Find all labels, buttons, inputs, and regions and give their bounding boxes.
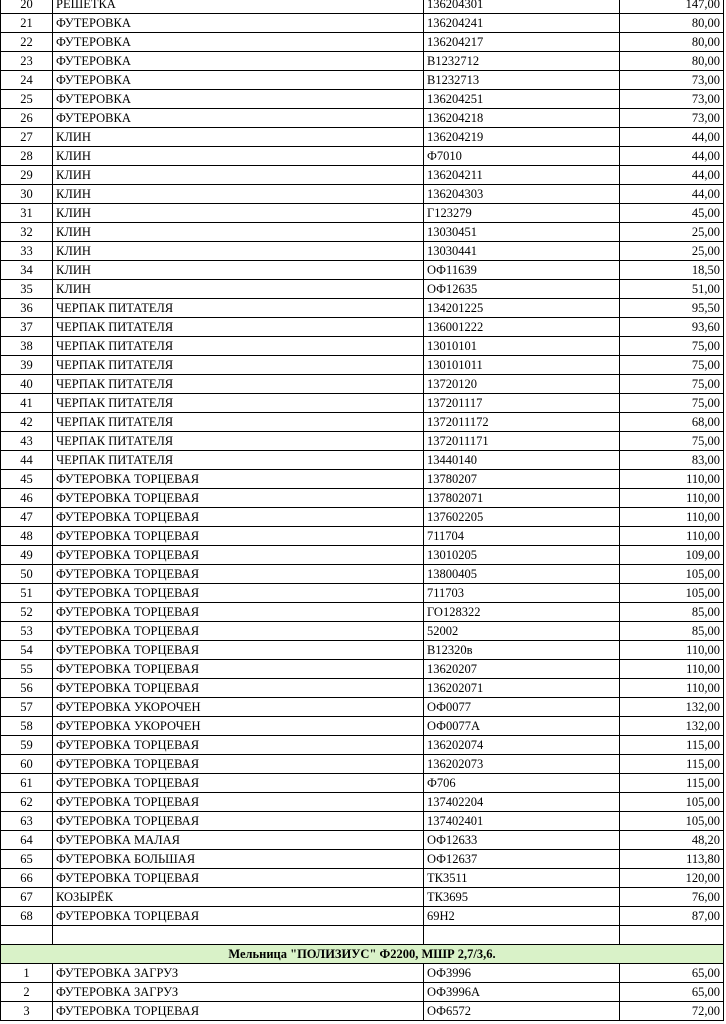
part-name: ЧЕРПАК ПИТАТЕЛЯ <box>53 356 424 375</box>
part-weight: 45,00 <box>620 204 724 223</box>
part-weight: 25,00 <box>620 242 724 261</box>
blank-cell <box>620 926 724 945</box>
part-code: ОФ0077 <box>424 698 620 717</box>
part-name: ФУТЕРОВКА ТОРЦЕВАЯ <box>53 755 424 774</box>
part-code: Г123279 <box>424 204 620 223</box>
part-name: ФУТЕРОВКА БОЛЬШАЯ <box>53 850 424 869</box>
table-row <box>1 242 724 261</box>
row-number: 34 <box>1 261 53 280</box>
row-number: 44 <box>1 451 53 470</box>
table-row <box>1 204 724 223</box>
part-code: 711704 <box>424 527 620 546</box>
row-number: 50 <box>1 565 53 584</box>
part-code: ОФ12633 <box>424 831 620 850</box>
row-number: 45 <box>1 470 53 489</box>
part-name: ФУТЕРОВКА ТОРЦЕВАЯ <box>53 774 424 793</box>
table-row <box>1 508 724 527</box>
row-number: 24 <box>1 71 53 90</box>
part-name: ФУТЕРОВКА ТОРЦЕВАЯ <box>53 527 424 546</box>
spacer-body <box>1 926 724 964</box>
parts-table-body-top <box>1 0 724 926</box>
part-code: 136204301 <box>424 0 620 14</box>
blank-cell <box>1 926 53 945</box>
part-code: В12320в <box>424 641 620 660</box>
row-number: 22 <box>1 33 53 52</box>
table-row <box>1 1002 724 1021</box>
table-row <box>1 964 724 983</box>
row-number: 42 <box>1 413 53 432</box>
part-name: ФУТЕРОВКА ТОРЦЕВАЯ <box>53 869 424 888</box>
part-weight: 75,00 <box>620 375 724 394</box>
part-weight: 105,00 <box>620 793 724 812</box>
part-name: ФУТЕРОВКА ТОРЦЕВАЯ <box>53 812 424 831</box>
part-name: ЧЕРПАК ПИТАТЕЛЯ <box>53 451 424 470</box>
table-row <box>1 812 724 831</box>
table-row <box>1 280 724 299</box>
part-code: ОФ3996А <box>424 983 620 1002</box>
row-number: 68 <box>1 907 53 926</box>
row-number: 64 <box>1 831 53 850</box>
part-code: 137802071 <box>424 489 620 508</box>
part-weight: 75,00 <box>620 432 724 451</box>
table-row <box>1 356 724 375</box>
table-row <box>1 527 724 546</box>
part-name: ФУТЕРОВКА ТОРЦЕВАЯ <box>53 736 424 755</box>
row-number: 52 <box>1 603 53 622</box>
part-name: ЧЕРПАК ПИТАТЕЛЯ <box>53 337 424 356</box>
part-code: ОФ12637 <box>424 850 620 869</box>
row-number: 57 <box>1 698 53 717</box>
part-weight: 110,00 <box>620 679 724 698</box>
part-code: 136202073 <box>424 755 620 774</box>
table-row <box>1 907 724 926</box>
part-code: ГО128322 <box>424 603 620 622</box>
table-row <box>1 983 724 1002</box>
row-number: 30 <box>1 185 53 204</box>
table-row <box>1 603 724 622</box>
table-row <box>1 147 724 166</box>
part-code: 136202074 <box>424 736 620 755</box>
part-weight: 80,00 <box>620 33 724 52</box>
part-weight: 83,00 <box>620 451 724 470</box>
row-number: 36 <box>1 299 53 318</box>
part-code: ОФ11639 <box>424 261 620 280</box>
part-name: ФУТЕРОВКА ТОРЦЕВАЯ <box>53 489 424 508</box>
row-number: 53 <box>1 622 53 641</box>
part-code: 13010101 <box>424 337 620 356</box>
row-number: 63 <box>1 812 53 831</box>
part-weight: 110,00 <box>620 641 724 660</box>
part-name: ЧЕРПАК ПИТАТЕЛЯ <box>53 394 424 413</box>
part-name: ЧЕРПАК ПИТАТЕЛЯ <box>53 299 424 318</box>
table-row <box>1 717 724 736</box>
part-name: ФУТЕРОВКА <box>53 71 424 90</box>
part-code: В1232713 <box>424 71 620 90</box>
blank-cell <box>53 926 424 945</box>
part-weight: 105,00 <box>620 812 724 831</box>
part-code: 13030451 <box>424 223 620 242</box>
part-code: 13780207 <box>424 470 620 489</box>
part-weight: 18,50 <box>620 261 724 280</box>
part-name: ФУТЕРОВКА ЗАГРУЗ <box>53 983 424 1002</box>
row-number: 37 <box>1 318 53 337</box>
table-row <box>1 413 724 432</box>
table-row <box>1 90 724 109</box>
row-number: 66 <box>1 869 53 888</box>
row-number: 28 <box>1 147 53 166</box>
part-code: 136204217 <box>424 33 620 52</box>
part-name: КЛИН <box>53 204 424 223</box>
table-row <box>1 755 724 774</box>
part-code: 136204211 <box>424 166 620 185</box>
part-code: 136204251 <box>424 90 620 109</box>
part-name: КЛИН <box>53 185 424 204</box>
row-number: 3 <box>1 1002 53 1021</box>
row-number: 25 <box>1 90 53 109</box>
part-name: ФУТЕРОВКА ТОРЦЕВАЯ <box>53 584 424 603</box>
table-row <box>1 109 724 128</box>
part-name: КЛИН <box>53 147 424 166</box>
table-row <box>1 223 724 242</box>
part-name: ФУТЕРОВКА ТОРЦЕВАЯ <box>53 603 424 622</box>
part-weight: 105,00 <box>620 584 724 603</box>
part-weight: 110,00 <box>620 470 724 489</box>
parts-table-body-bottom <box>1 964 724 1021</box>
part-name: ФУТЕРОВКА ЗАГРУЗ <box>53 964 424 983</box>
row-number: 31 <box>1 204 53 223</box>
table-row <box>1 375 724 394</box>
table-row <box>1 33 724 52</box>
part-weight: 95,50 <box>620 299 724 318</box>
part-code: 13800405 <box>424 565 620 584</box>
row-number: 47 <box>1 508 53 527</box>
table-row <box>1 698 724 717</box>
row-number: 56 <box>1 679 53 698</box>
part-code: 136202071 <box>424 679 620 698</box>
part-weight: 147,00 <box>620 0 724 14</box>
row-number: 23 <box>1 52 53 71</box>
part-name: ФУТЕРОВКА МАЛАЯ <box>53 831 424 850</box>
part-weight: 115,00 <box>620 736 724 755</box>
part-code: 1372011172 <box>424 413 620 432</box>
part-code: ОФ12635 <box>424 280 620 299</box>
row-number: 67 <box>1 888 53 907</box>
table-row <box>1 584 724 603</box>
part-name: ЧЕРПАК ПИТАТЕЛЯ <box>53 318 424 337</box>
table-row <box>1 774 724 793</box>
part-name: ФУТЕРОВКА УКОРОЧЕН <box>53 698 424 717</box>
table-row <box>1 299 724 318</box>
table-row <box>1 166 724 185</box>
part-name: ФУТЕРОВКА <box>53 14 424 33</box>
part-name: КЛИН <box>53 261 424 280</box>
part-weight: 73,00 <box>620 71 724 90</box>
table-row <box>1 432 724 451</box>
table-row <box>1 831 724 850</box>
part-weight: 113,80 <box>620 850 724 869</box>
part-name: ФУТЕРОВКА ТОРЦЕВАЯ <box>53 508 424 527</box>
row-number: 62 <box>1 793 53 812</box>
part-name: РЕШЕТКА <box>53 0 424 14</box>
part-weight: 76,00 <box>620 888 724 907</box>
part-name: ФУТЕРОВКА ТОРЦЕВАЯ <box>53 565 424 584</box>
row-number: 26 <box>1 109 53 128</box>
blank-row <box>1 926 724 945</box>
row-number: 41 <box>1 394 53 413</box>
part-code: В1232712 <box>424 52 620 71</box>
row-number: 29 <box>1 166 53 185</box>
part-weight: 93,60 <box>620 318 724 337</box>
part-code: 136001222 <box>424 318 620 337</box>
part-name: ФУТЕРОВКА ТОРЦЕВАЯ <box>53 470 424 489</box>
part-name: КОЗЫРЁК <box>53 888 424 907</box>
table-row <box>1 14 724 33</box>
part-code: ТК3695 <box>424 888 620 907</box>
row-number: 65 <box>1 850 53 869</box>
row-number: 49 <box>1 546 53 565</box>
part-code: 13030441 <box>424 242 620 261</box>
row-number: 43 <box>1 432 53 451</box>
part-name: ФУТЕРОВКА <box>53 90 424 109</box>
part-weight: 110,00 <box>620 527 724 546</box>
table-row <box>1 850 724 869</box>
part-code: 13440140 <box>424 451 620 470</box>
table-row <box>1 793 724 812</box>
part-code: 136204218 <box>424 109 620 128</box>
row-number: 59 <box>1 736 53 755</box>
section-header-row <box>1 945 724 964</box>
part-name: ФУТЕРОВКА <box>53 109 424 128</box>
part-weight: 72,00 <box>620 1002 724 1021</box>
part-weight: 75,00 <box>620 337 724 356</box>
row-number: 51 <box>1 584 53 603</box>
part-weight: 80,00 <box>620 52 724 71</box>
row-number: 35 <box>1 280 53 299</box>
part-code: 136204303 <box>424 185 620 204</box>
table-row <box>1 736 724 755</box>
part-name: ФУТЕРОВКА ТОРЦЕВАЯ <box>53 546 424 565</box>
row-number: 21 <box>1 14 53 33</box>
part-weight: 110,00 <box>620 660 724 679</box>
part-code: Ф706 <box>424 774 620 793</box>
table-row <box>1 71 724 90</box>
part-code: ОФ6572 <box>424 1002 620 1021</box>
part-name: ЧЕРПАК ПИТАТЕЛЯ <box>53 375 424 394</box>
table-row <box>1 318 724 337</box>
part-weight: 44,00 <box>620 166 724 185</box>
part-code: ОФ0077А <box>424 717 620 736</box>
row-number: 40 <box>1 375 53 394</box>
part-name: КЛИН <box>53 242 424 261</box>
row-number: 60 <box>1 755 53 774</box>
part-weight: 85,00 <box>620 622 724 641</box>
row-number: 38 <box>1 337 53 356</box>
table-row <box>1 888 724 907</box>
table-row <box>1 660 724 679</box>
part-code: 137402401 <box>424 812 620 831</box>
table-row <box>1 679 724 698</box>
part-weight: 44,00 <box>620 185 724 204</box>
part-weight: 51,00 <box>620 280 724 299</box>
part-weight: 115,00 <box>620 755 724 774</box>
table-row <box>1 451 724 470</box>
row-number: 46 <box>1 489 53 508</box>
part-weight: 44,00 <box>620 128 724 147</box>
part-weight: 44,00 <box>620 147 724 166</box>
part-weight: 120,00 <box>620 869 724 888</box>
part-code: ТК3511 <box>424 869 620 888</box>
part-name: ФУТЕРОВКА ТОРЦЕВАЯ <box>53 679 424 698</box>
part-name: ФУТЕРОВКА УКОРОЧЕН <box>53 717 424 736</box>
part-weight: 110,00 <box>620 489 724 508</box>
table-row <box>1 394 724 413</box>
part-code: Ф7010 <box>424 147 620 166</box>
part-name: КЛИН <box>53 223 424 242</box>
part-name: ФУТЕРОВКА ТОРЦЕВАЯ <box>53 660 424 679</box>
table-row <box>1 869 724 888</box>
row-number: 55 <box>1 660 53 679</box>
part-weight: 105,00 <box>620 565 724 584</box>
row-number: 58 <box>1 717 53 736</box>
part-weight: 80,00 <box>620 14 724 33</box>
row-number: 61 <box>1 774 53 793</box>
part-weight: 75,00 <box>620 394 724 413</box>
part-code: 130101011 <box>424 356 620 375</box>
part-weight: 132,00 <box>620 698 724 717</box>
part-code: 52002 <box>424 622 620 641</box>
section-title: Мельница "ПОЛИЗИУС" Ф2200, МШР 2,7/3,6. <box>1 945 724 964</box>
row-number: 27 <box>1 128 53 147</box>
table-row <box>1 128 724 147</box>
table-row <box>1 0 724 14</box>
part-weight: 65,00 <box>620 983 724 1002</box>
part-name: ФУТЕРОВКА ТОРЦЕВАЯ <box>53 641 424 660</box>
part-code: 13720120 <box>424 375 620 394</box>
row-number: 39 <box>1 356 53 375</box>
part-weight: 109,00 <box>620 546 724 565</box>
part-weight: 87,00 <box>620 907 724 926</box>
part-name: ФУТЕРОВКА ТОРЦЕВАЯ <box>53 793 424 812</box>
row-number: 1 <box>1 964 53 983</box>
part-name: КЛИН <box>53 280 424 299</box>
part-code: 137602205 <box>424 508 620 527</box>
table-row <box>1 622 724 641</box>
part-code: 137402204 <box>424 793 620 812</box>
part-code: 136204219 <box>424 128 620 147</box>
part-weight: 65,00 <box>620 964 724 983</box>
part-name: КЛИН <box>53 166 424 185</box>
part-code: 711703 <box>424 584 620 603</box>
row-number: 54 <box>1 641 53 660</box>
part-weight: 110,00 <box>620 508 724 527</box>
part-name: ФУТЕРОВКА ТОРЦЕВАЯ <box>53 1002 424 1021</box>
part-code: 134201225 <box>424 299 620 318</box>
part-code: 1372011171 <box>424 432 620 451</box>
row-number: 32 <box>1 223 53 242</box>
table-row <box>1 641 724 660</box>
row-number: 48 <box>1 527 53 546</box>
row-number: 20 <box>1 0 53 14</box>
part-code: 13620207 <box>424 660 620 679</box>
row-number: 2 <box>1 983 53 1002</box>
part-weight: 68,00 <box>620 413 724 432</box>
part-name: ФУТЕРОВКА ТОРЦЕВАЯ <box>53 622 424 641</box>
table-row <box>1 565 724 584</box>
table-row <box>1 52 724 71</box>
part-weight: 115,00 <box>620 774 724 793</box>
part-weight: 48,20 <box>620 831 724 850</box>
part-weight: 73,00 <box>620 109 724 128</box>
table-row <box>1 261 724 280</box>
part-code: 136204241 <box>424 14 620 33</box>
blank-cell <box>424 926 620 945</box>
part-code: 69Н2 <box>424 907 620 926</box>
part-code: ОФ3996 <box>424 964 620 983</box>
part-name: ФУТЕРОВКА <box>53 52 424 71</box>
table-row <box>1 546 724 565</box>
part-name: ЧЕРПАК ПИТАТЕЛЯ <box>53 432 424 451</box>
part-weight: 73,00 <box>620 90 724 109</box>
part-weight: 85,00 <box>620 603 724 622</box>
part-code: 13010205 <box>424 546 620 565</box>
part-name: ФУТЕРОВКА ТОРЦЕВАЯ <box>53 907 424 926</box>
table-row <box>1 470 724 489</box>
table-row <box>1 337 724 356</box>
part-name: ЧЕРПАК ПИТАТЕЛЯ <box>53 413 424 432</box>
part-code: 137201117 <box>424 394 620 413</box>
part-weight: 25,00 <box>620 223 724 242</box>
table-row <box>1 185 724 204</box>
row-number: 33 <box>1 242 53 261</box>
part-name: ФУТЕРОВКА <box>53 33 424 52</box>
table-row <box>1 489 724 508</box>
part-weight: 132,00 <box>620 717 724 736</box>
part-weight: 75,00 <box>620 356 724 375</box>
part-name: КЛИН <box>53 128 424 147</box>
